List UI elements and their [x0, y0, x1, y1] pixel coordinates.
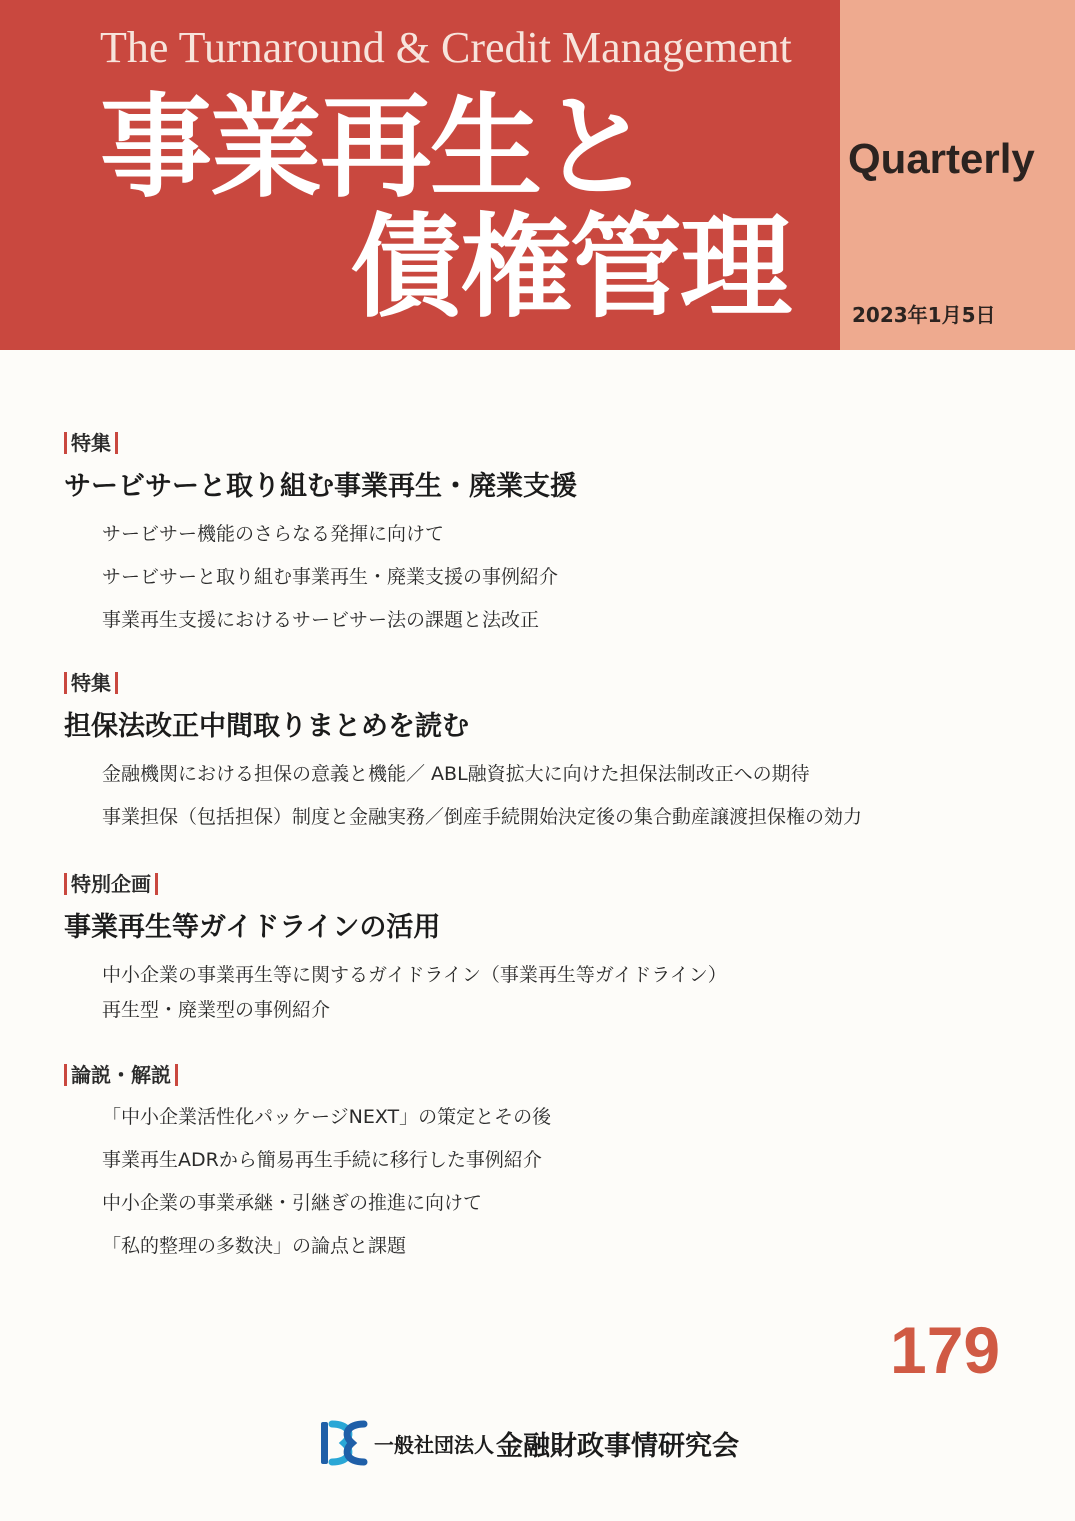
- section-headline: 担保法改正中間取りまとめを読む: [64, 711, 469, 742]
- publisher-block: [318, 1418, 739, 1468]
- section-tag: 論説・解説: [64, 1064, 178, 1086]
- kinzai-logo-icon: [318, 1418, 368, 1468]
- article-item: 「私的整理の多数決」の論点と課題: [102, 1235, 407, 1257]
- frequency-label: Quarterly: [848, 135, 1035, 182]
- article-item: 事業再生支援におけるサービサー法の課題と法改正: [102, 609, 540, 631]
- issue-number: 179: [890, 1313, 1001, 1387]
- feature-section-2: [64, 672, 1024, 829]
- article-item: 事業再生ADRから簡易再生手続に移行した事例紹介: [102, 1149, 542, 1171]
- section-tag: 特別企画: [64, 873, 158, 895]
- article-item: 再生型・廃業型の事例紹介: [102, 999, 331, 1021]
- japanese-title-line1: 事業再生と: [100, 83, 650, 213]
- article-item: サービサーと取り組む事業再生・廃業支援の事例紹介: [102, 566, 559, 588]
- article-item: 事業担保（包括担保）制度と金融実務／倒産手続開始決定後の集合動産譲渡担保権の効力: [102, 806, 863, 828]
- section-headline: 事業再生等ガイドラインの活用: [64, 912, 441, 943]
- publisher-name: 金融財政事情研究会: [496, 1430, 739, 1462]
- section-tag: 特集: [64, 672, 118, 694]
- section-headline: サービサーと取り組む事業再生・廃業支援: [64, 471, 577, 502]
- special-section: [64, 873, 1024, 1022]
- publisher-prefix: 一般社団法人: [374, 1432, 494, 1457]
- article-item: 金融機関における担保の意義と機能／ ABL融資拡大に向けた担保法制改正への期待: [102, 763, 810, 785]
- feature-section-1: [64, 432, 1024, 632]
- section-tag: 特集: [64, 432, 118, 454]
- article-item: サービサー機能のさらなる発揮に向けて: [102, 523, 445, 545]
- japanese-title-line2: 債権管理: [350, 203, 790, 333]
- english-title: The Turnaround & Credit Management: [100, 23, 792, 72]
- article-item: 中小企業の事業再生等に関するガイドライン（事業再生等ガイドライン）: [102, 964, 727, 986]
- article-item: 中小企業の事業承継・引継ぎの推進に向けて: [102, 1192, 483, 1214]
- article-item: 「中小企業活性化パッケージNEXT」の策定とその後: [102, 1106, 552, 1128]
- issue-date: 2023年1月5日: [852, 303, 996, 327]
- commentary-section: [64, 1064, 1024, 1258]
